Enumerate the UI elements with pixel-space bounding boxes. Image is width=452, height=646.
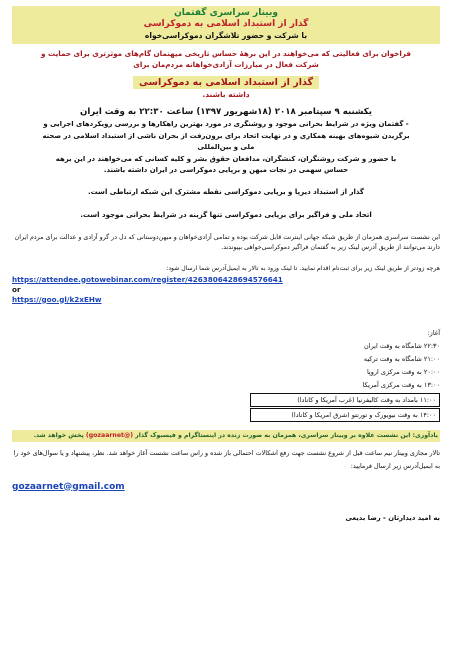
flyer-page: [0, 6, 452, 646]
webinar-participants: با شرکت و حضور تلاشگران دموکراسی‌خواه: [144, 31, 308, 40]
highlight-title: گذار از استبداد اسلامی به دموکراسی: [133, 76, 319, 89]
description-line: حساس سهمی در نجات میهن و برپایی دموکراسی در ایران داشته باشند.: [103, 166, 349, 174]
start-label: آغاز:: [427, 328, 440, 337]
time-item: ۱۴:۰۰ به وقت نیویورک و تورنتو (شرق امریکا و کانادا): [250, 408, 440, 422]
or-label: or: [12, 284, 21, 294]
intro-line-3: داشته باشند.: [202, 90, 250, 99]
webinar-title: وبینار سراسری گفتمان: [174, 8, 278, 18]
description-line: با حضور و شرکت روشنگران، کنشگران، مدافعان حقوق بشر و کلیه کسانی که می‌خواهند در این برهه: [55, 154, 397, 163]
intro-line-1: فراخوان برای فعالیتی که می‌خواهند در این برههٔ حساس تاریخی میهنمان گام‌های موثرتری برای حمایت و: [41, 49, 411, 58]
description-line: برگزیدن شیوه‌های بهینه همکاری و در نهایت اتحاد برای برون‌رفت از بحران ناشی از استبداد اسلامی در صحنه: [42, 131, 410, 140]
registration-link[interactable]: https://attendee.gotowebinar.com/register/4263806428694576641: [12, 274, 283, 284]
time-item: ۲۱:۰۰ شامگاه به وقت ترکیه: [363, 354, 440, 363]
reminder-text: یادآوری: این نشست علاوه بر وبینار سراسری، همزمان به صورت زنده در اینستاگرام و فیسبوک گذار: [135, 431, 438, 439]
time-item: ۱۱:۰۰ بامداد به وقت کالیفرنیا (غرب آمریکا و کانادا): [250, 393, 440, 407]
contact-email-link[interactable]: gozaarnet@gmail.com: [12, 481, 125, 492]
time-item: ۲۲:۳۰ شامگاه به وقت ایران: [363, 341, 440, 350]
quote-national-unity: اتحاد ملی و فراگیر برای برپایی دموکراسی تنها گزینه در شرایط بحرانی موجود است.: [80, 210, 372, 219]
description: [12, 119, 440, 177]
date-line: یکشنبه ۹ سپتامبر ۲۰۱۸ (۱۸شهریور ۱۳۹۷) ساعت ۲۲:۳۰ به وقت ایران: [80, 107, 372, 117]
quote-common-point: گذار از استبداد دیرپا و برپایی دموکراسی نقطه مشترک این شبکه ارتباطی است.: [87, 187, 364, 196]
info-paragraph: این نشست سراسری همزمان از طریق شبکه جهانی اینترنت قابل شرکت بوده و تمامی آزادی‌خواهان و میهن‌دوستانی که دل در گرو آزادی و عدالت برای مردم ایران دارند می‌توانند از طریق آدرس لینک زیر به گفتمان فراگیر دموکراسی‌خواهی بپیوندند.: [14, 233, 440, 251]
description-line: ملی و بین‌المللی: [197, 143, 255, 151]
intro-line-2: شرکت فعال در مبارزات آزادی‌خواهانه مردم‌مان برای: [133, 60, 319, 69]
social-handle: (@gozaarnet): [85, 431, 134, 439]
header-banner: [12, 6, 440, 44]
short-link[interactable]: https://goo.gl/k2xEHw: [12, 294, 102, 304]
description-line: - گفتمان ویژه در شرایط بحرانی موجود و روشنگری در مورد بهترین راهکارها و بررسی رویکردهای اجرایی و: [43, 120, 409, 128]
webinar-subtitle: گذار از استبداد اسلامی به دموکراسی: [143, 19, 309, 29]
signature: به امید دیدارتان - رضا بدیعی: [345, 513, 440, 522]
links-block: [12, 274, 440, 305]
reminder-tail: پخش خواهد شد.: [33, 431, 84, 439]
start-times: [250, 327, 440, 422]
registration-note: هرچه زودتر از طریق لینک زیر برای ثبت‌نام اقدام نمایید. تا لینک ورود به تالار به ایمیل‌آدرس شما ارسال شود:: [166, 264, 440, 272]
bottom-paragraph: تالار مجازی وبینار نیم ساعت قبل از شروع نشست جهت رفع اشکالات احتمالی باز شده و راس ساعت نشست آغاز خواهد شد. نظر، پیشنهاد و یا سوال‌های خود را به ایمیل‌آدرس زیر ارسال فرمایید:: [13, 448, 440, 470]
time-item: ۱۳:۰۰ به وقت مرکزی آمریکا: [362, 380, 440, 389]
reminder-banner: [12, 430, 440, 442]
time-item: ۲۰:۰۰ به وقت مرکزی اروپا: [366, 367, 440, 376]
